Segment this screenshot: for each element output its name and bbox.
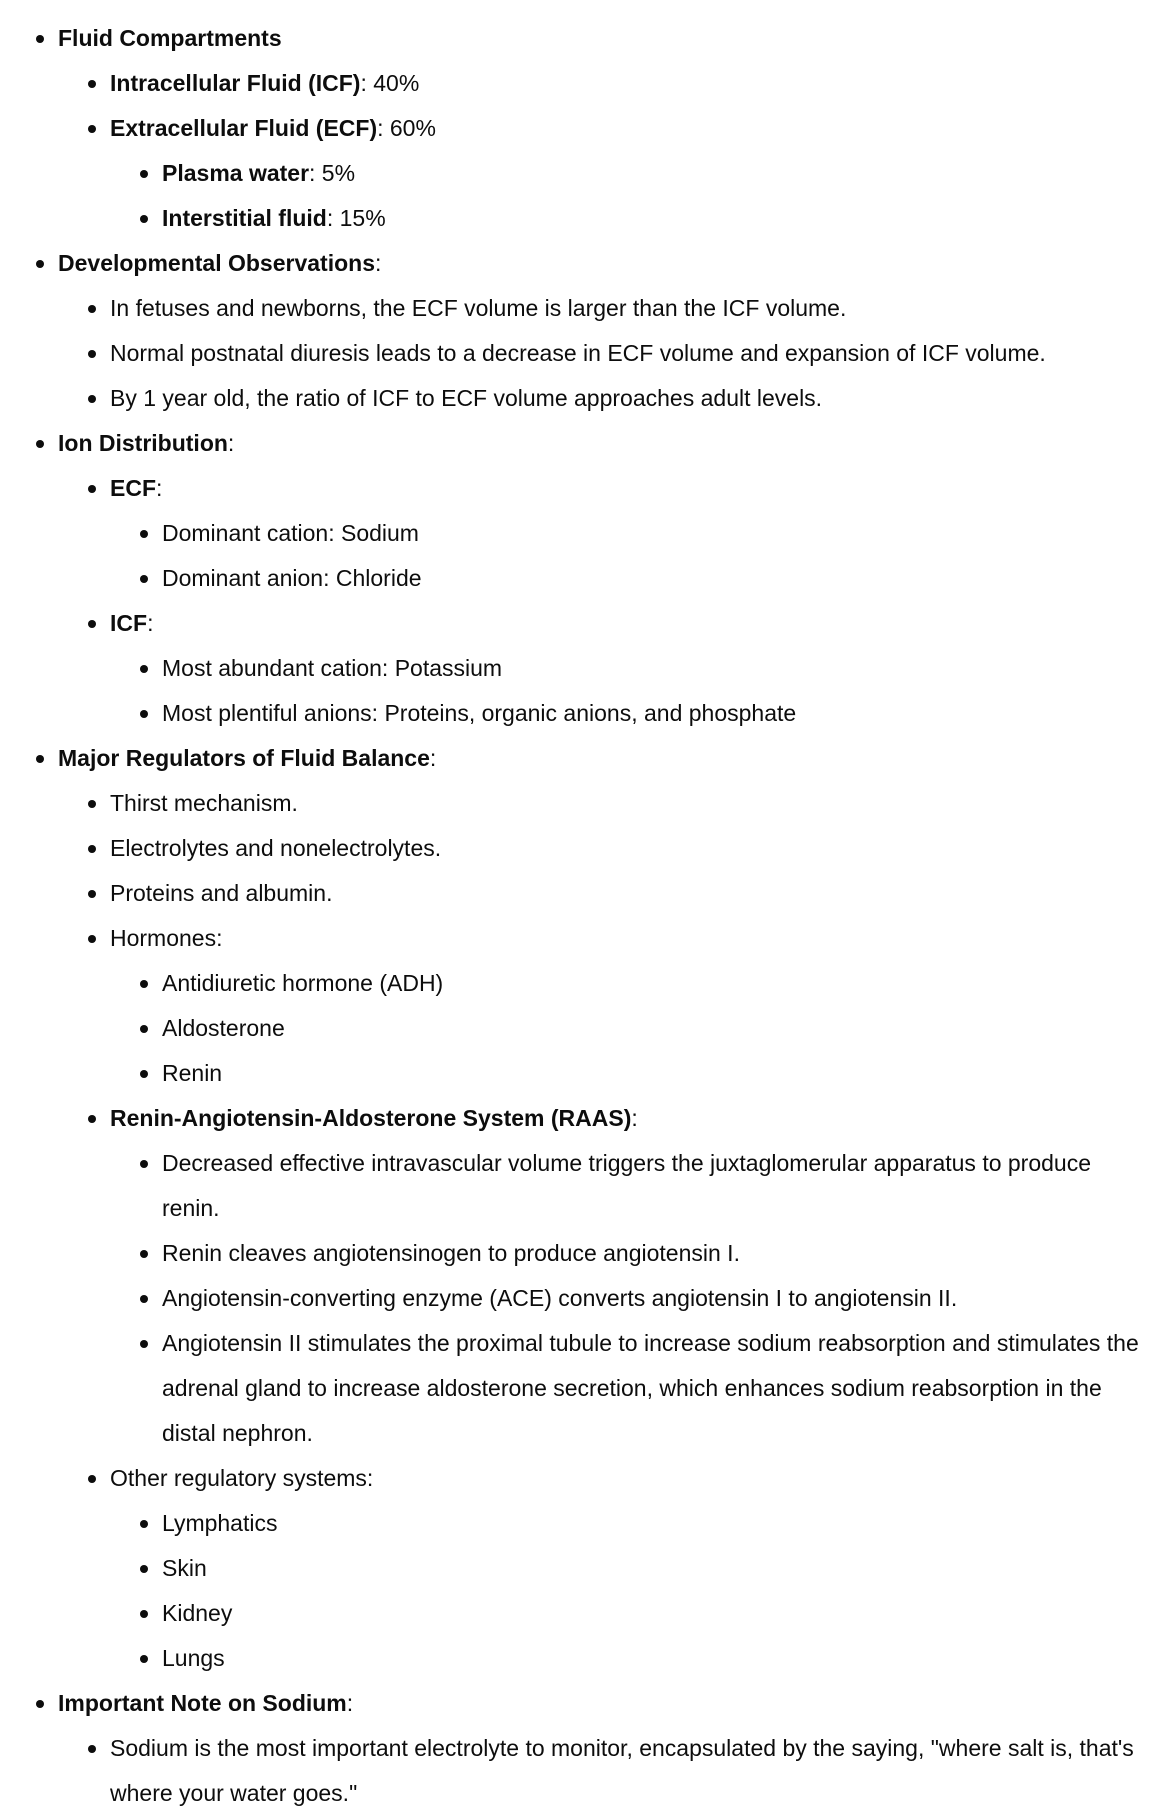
- list-item: [84, 331, 1140, 376]
- list-item-text: [110, 376, 1140, 421]
- list-item-text: [110, 826, 1140, 871]
- list-item-text: [162, 1501, 1140, 1546]
- item-body: : 5%: [309, 160, 356, 186]
- item-body: Dominant cation: Sodium: [162, 520, 419, 546]
- list-item-text: [110, 1726, 1140, 1816]
- item-body: Decreased effective intravascular volume triggers the juxtaglomerular apparatus to produce renin.: [162, 1150, 1092, 1221]
- list-item: [136, 646, 1140, 691]
- nested-bullet-list: [110, 151, 1140, 241]
- item-body: Kidney: [162, 1600, 233, 1626]
- list-item-text: [162, 961, 1140, 1006]
- list-item: [84, 376, 1140, 421]
- nested-bullet-list: [58, 61, 1140, 241]
- list-item-text: [110, 466, 1140, 511]
- item-body: Most abundant cation: Potassium: [162, 655, 503, 681]
- item-heading: Fluid Compartments: [58, 25, 282, 51]
- list-item: [84, 1456, 1140, 1681]
- nested-bullet-list: [110, 511, 1140, 601]
- item-body: Angiotensin-converting enzyme (ACE) converts angiotensin I to angiotensin II.: [162, 1285, 958, 1311]
- item-body: Electrolytes and nonelectrolytes.: [110, 835, 442, 861]
- list-item: [136, 511, 1140, 556]
- list-item: [136, 1141, 1140, 1231]
- nested-bullet-list: [58, 286, 1140, 421]
- list-item-text: [58, 421, 1140, 466]
- item-heading: Important Note on Sodium: [58, 1690, 347, 1716]
- list-item-text: [162, 1141, 1140, 1231]
- list-item: [136, 1231, 1140, 1276]
- item-body: Aldosterone: [162, 1015, 285, 1041]
- list-item: [136, 196, 1140, 241]
- item-body: Sodium is the most important electrolyte to monitor, encapsulated by the saying, "where salt is, that's where your water goes.": [110, 1735, 1134, 1806]
- list-item-text: [162, 1276, 1140, 1321]
- list-item: [84, 286, 1140, 331]
- list-item: [84, 61, 1140, 106]
- list-item: [136, 556, 1140, 601]
- list-item-text: [110, 1096, 1140, 1141]
- list-item-text: [58, 241, 1140, 286]
- list-item: [136, 1636, 1140, 1681]
- item-body: :: [156, 475, 163, 501]
- list-item: [32, 16, 1140, 241]
- item-body: Other regulatory systems:: [110, 1465, 374, 1491]
- list-item-text: [162, 691, 1140, 736]
- item-body: Most plentiful anions: Proteins, organic anions, and phosphate: [162, 700, 797, 726]
- item-body: Lymphatics: [162, 1510, 278, 1536]
- item-heading: Major Regulators of Fluid Balance: [58, 745, 430, 771]
- item-body: : 40%: [360, 70, 420, 96]
- item-body: Hormones:: [110, 925, 223, 951]
- item-body: Thirst mechanism.: [110, 790, 298, 816]
- list-item-text: [162, 1006, 1140, 1051]
- list-item-text: [162, 1051, 1140, 1096]
- item-body: :: [346, 1690, 354, 1716]
- nested-bullet-list: [58, 1726, 1140, 1816]
- list-item-text: [110, 106, 1140, 151]
- list-item-text: [58, 16, 1140, 61]
- list-item: [136, 1276, 1140, 1321]
- list-item-text: [162, 646, 1140, 691]
- list-item: [32, 736, 1140, 1681]
- list-item-text: [110, 286, 1140, 331]
- item-body: :: [227, 430, 235, 456]
- item-heading: Extracellular Fluid (ECF): [110, 115, 378, 141]
- item-body: : 15%: [326, 205, 386, 231]
- item-body: Proteins and albumin.: [110, 880, 333, 906]
- list-item: [84, 871, 1140, 916]
- item-heading: Intracellular Fluid (ICF): [110, 70, 361, 96]
- list-item-text: [110, 331, 1140, 376]
- list-item: [84, 826, 1140, 871]
- item-heading: Renin-Angiotensin-Aldosterone System (RAAS): [110, 1105, 632, 1131]
- list-item: [136, 1591, 1140, 1636]
- item-body: Normal postnatal diuresis leads to a decrease in ECF volume and expansion of ICF volume.: [110, 340, 1046, 366]
- item-body: Lungs: [162, 1645, 225, 1671]
- list-item: [136, 961, 1140, 1006]
- list-item: [84, 106, 1140, 241]
- list-item-text: [110, 601, 1140, 646]
- list-item-text: [110, 781, 1140, 826]
- list-item-text: [162, 1546, 1140, 1591]
- list-item: [84, 916, 1140, 1096]
- list-item: [84, 466, 1140, 601]
- item-heading: Interstitial fluid: [162, 205, 327, 231]
- item-heading: ECF: [110, 475, 156, 501]
- list-item: [136, 151, 1140, 196]
- list-item-text: [162, 1231, 1140, 1276]
- item-body: By 1 year old, the ratio of ICF to ECF volume approaches adult levels.: [110, 385, 823, 411]
- item-heading: Ion Distribution: [58, 430, 228, 456]
- nested-bullet-list: [110, 646, 1140, 736]
- item-heading: Developmental Observations: [58, 250, 375, 276]
- bullet-list: [32, 16, 1140, 1816]
- item-body: Antidiuretic hormone (ADH): [162, 970, 444, 996]
- list-item-text: [58, 1681, 1140, 1726]
- list-item: [136, 691, 1140, 736]
- item-body: :: [631, 1105, 638, 1131]
- list-item-text: [110, 916, 1140, 961]
- list-item: [136, 1321, 1140, 1456]
- list-item: [32, 421, 1140, 736]
- item-body: Renin cleaves angiotensinogen to produce angiotensin I.: [162, 1240, 740, 1266]
- list-item: [32, 241, 1140, 421]
- list-item: [84, 1096, 1140, 1456]
- item-body: Skin: [162, 1555, 207, 1581]
- list-item: [136, 1501, 1140, 1546]
- list-item: [84, 781, 1140, 826]
- item-body: :: [429, 745, 437, 771]
- nested-bullet-list: [110, 1141, 1140, 1456]
- item-body: In fetuses and newborns, the ECF volume is larger than the ICF volume.: [110, 295, 847, 321]
- list-item: [32, 1681, 1140, 1816]
- list-item-text: [162, 511, 1140, 556]
- list-item-text: [162, 1591, 1140, 1636]
- item-body: Renin: [162, 1060, 223, 1086]
- list-item: [136, 1006, 1140, 1051]
- nested-bullet-list: [110, 961, 1140, 1096]
- nested-bullet-list: [58, 781, 1140, 1681]
- list-item: [136, 1546, 1140, 1591]
- item-body: Angiotensin II stimulates the proximal tubule to increase sodium reabsorption and stimulates the adrenal gland to increase aldosterone secretion, which enhances sodium reabsorption in the distal nephron.: [162, 1330, 1139, 1446]
- item-heading: ICF: [110, 610, 148, 636]
- nested-bullet-list: [110, 1501, 1140, 1681]
- list-item-text: [162, 196, 1140, 241]
- list-item-text: [162, 556, 1140, 601]
- item-heading: Plasma water: [162, 160, 310, 186]
- item-body: :: [147, 610, 154, 636]
- list-item: [84, 1726, 1140, 1816]
- item-body: : 60%: [377, 115, 436, 141]
- nested-bullet-list: [58, 466, 1140, 736]
- list-item: [84, 601, 1140, 736]
- list-item-text: [162, 151, 1140, 196]
- list-item-text: [110, 61, 1140, 106]
- list-item-text: [162, 1321, 1140, 1456]
- item-body: Dominant anion: Chloride: [162, 565, 422, 591]
- list-item-text: [58, 736, 1140, 781]
- item-body: :: [375, 250, 382, 276]
- list-item-text: [162, 1636, 1140, 1681]
- list-item: [136, 1051, 1140, 1096]
- list-item-text: [110, 1456, 1140, 1501]
- list-item-text: [110, 871, 1140, 916]
